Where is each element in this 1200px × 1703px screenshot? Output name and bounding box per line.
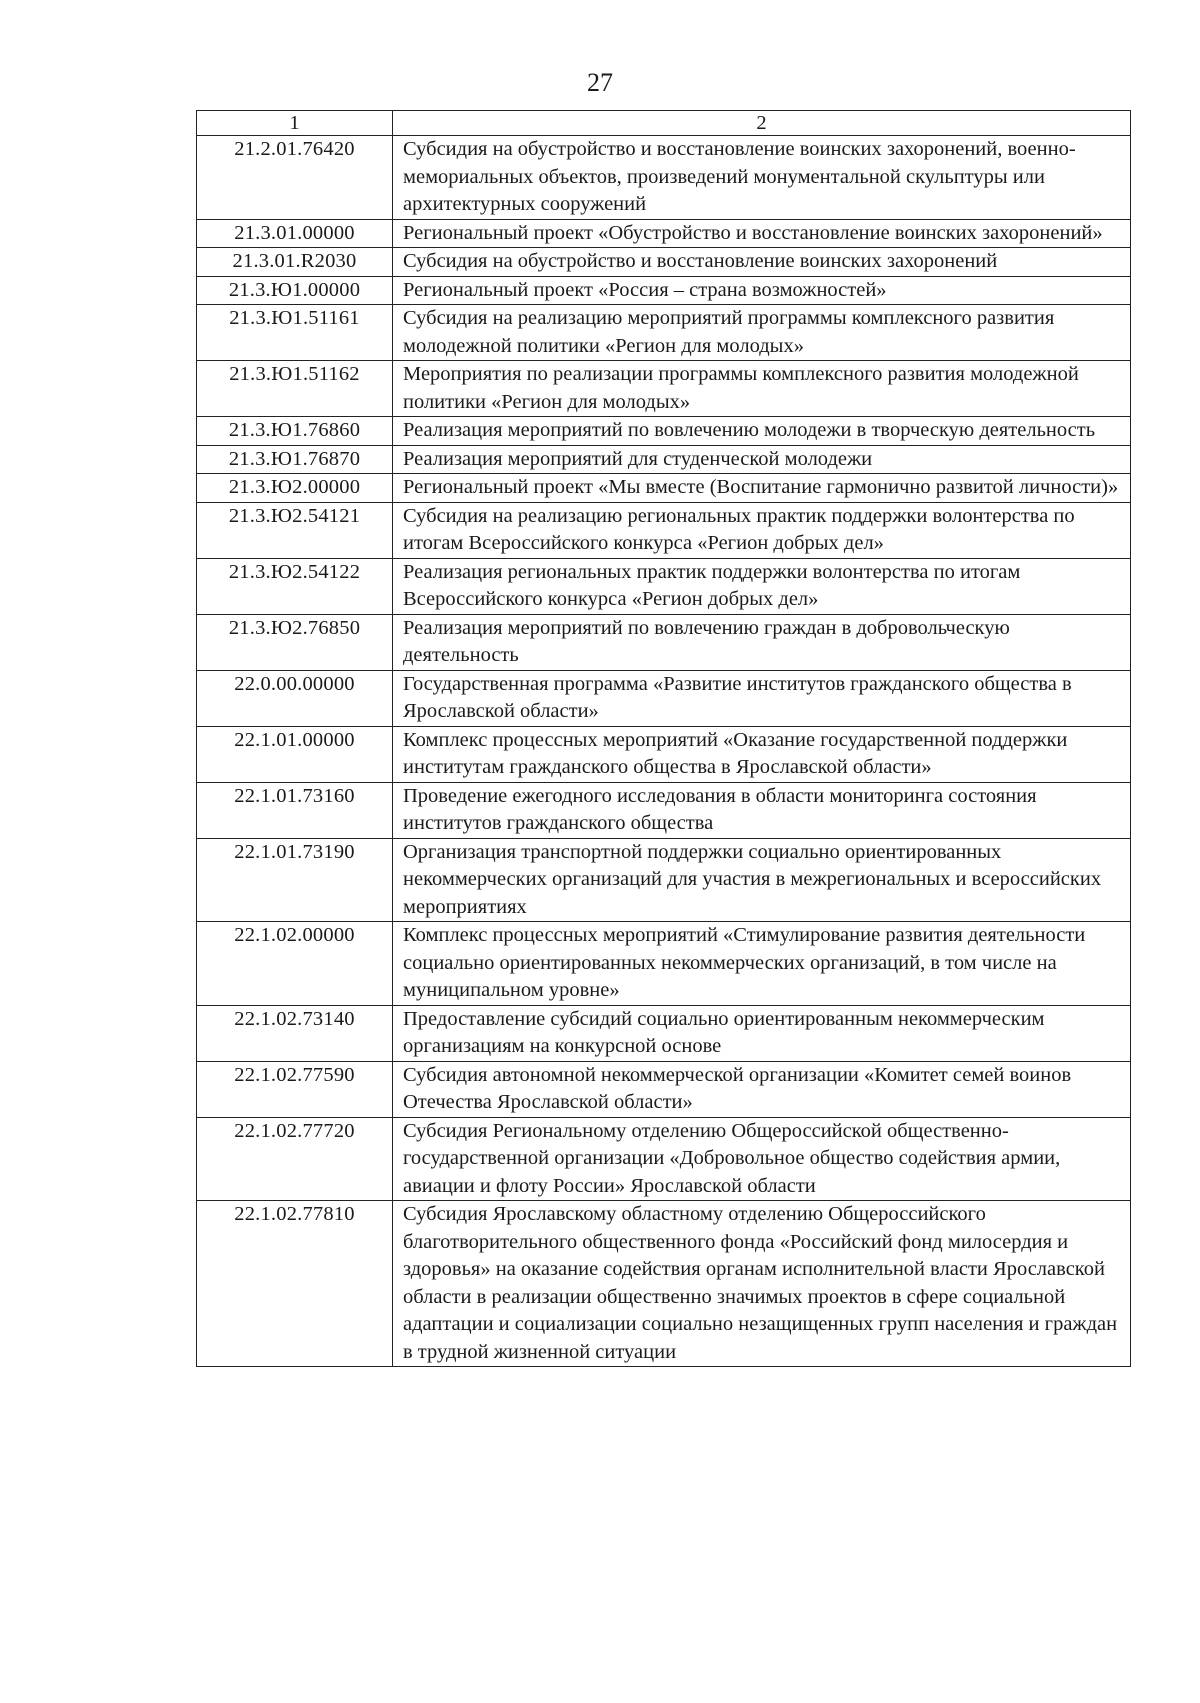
row-description: Субсидия Ярославскому областному отделению Общероссийского благотворительного общественного фонда «Российский фонд милосердия и здоровья» на оказание содействия органам исполнительной власти Ярославской области в реализации общественно значимых проектов в сфере социальной адаптации и социализации социально незащищенных групп населения и граждан в трудной жизненной ситуации [393, 1201, 1131, 1367]
table-row [197, 726, 1131, 782]
table-row [197, 305, 1131, 361]
table-row [197, 670, 1131, 726]
row-code: 21.3.Ю2.00000 [197, 474, 393, 503]
row-code: 22.1.02.77810 [197, 1201, 393, 1367]
table-row [197, 276, 1131, 305]
row-description: Комплекс процессных мероприятий «Оказание государственной поддержки институтам гражданского общества в Ярославской области» [393, 726, 1131, 782]
row-code: 22.1.02.73140 [197, 1005, 393, 1061]
row-code: 21.3.Ю2.76850 [197, 614, 393, 670]
row-code: 22.1.02.77720 [197, 1117, 393, 1201]
table-row [197, 614, 1131, 670]
row-description: Реализация региональных практик поддержки волонтерства по итогам Всероссийского конкурса «Регион добрых дел» [393, 558, 1131, 614]
row-description: Субсидия на обустройство и восстановление воинских захоронений [393, 248, 1131, 277]
row-code: 22.1.02.77590 [197, 1061, 393, 1117]
row-description: Субсидия автономной некоммерческой организации «Комитет семей воинов Отечества Ярославской области» [393, 1061, 1131, 1117]
table-row [197, 219, 1131, 248]
row-code: 22.1.01.00000 [197, 726, 393, 782]
row-code: 22.1.01.73160 [197, 782, 393, 838]
row-code: 21.3.01.R2030 [197, 248, 393, 277]
row-description: Субсидия на обустройство и восстановление воинских захоронений, военно-мемориальных объектов, произведений монументальной скульптуры или архитектурных сооружений [393, 136, 1131, 220]
row-description: Проведение ежегодного исследования в области мониторинга состояния институтов гражданского общества [393, 782, 1131, 838]
row-description: Региональный проект «Мы вместе (Воспитание гармонично развитой личности)» [393, 474, 1131, 503]
row-code: 22.0.00.00000 [197, 670, 393, 726]
row-code: 21.3.Ю1.76860 [197, 417, 393, 446]
row-description: Государственная программа «Развитие институтов гражданского общества в Ярославской области» [393, 670, 1131, 726]
table-row [197, 445, 1131, 474]
row-code: 21.3.Ю1.76870 [197, 445, 393, 474]
table-row [197, 922, 1131, 1006]
row-code: 21.3.Ю2.54122 [197, 558, 393, 614]
table-row [197, 1005, 1131, 1061]
row-description: Субсидия Региональному отделению Общероссийской общественно-государственной организации «Добровольное общество содействия армии, авиации и флоту России» Ярославской области [393, 1117, 1131, 1201]
table-row [197, 1201, 1131, 1367]
budget-classification-table [196, 110, 1131, 1367]
table-row [197, 782, 1131, 838]
row-description: Мероприятия по реализации программы комплексного развития молодежной политики «Регион для молодых» [393, 361, 1131, 417]
table-body [197, 136, 1131, 1367]
row-description: Комплекс процессных мероприятий «Стимулирование развития деятельности социально ориентированных некоммерческих организаций, в том числе на муниципальном уровне» [393, 922, 1131, 1006]
column-header-code: 1 [197, 111, 393, 136]
table-row [197, 838, 1131, 922]
table-row [197, 361, 1131, 417]
row-description: Предоставление субсидий социально ориентированным некоммерческим организациям на конкурсной основе [393, 1005, 1131, 1061]
table-header-row [197, 111, 1131, 136]
row-code: 21.2.01.76420 [197, 136, 393, 220]
table-row [197, 1061, 1131, 1117]
table-row [197, 502, 1131, 558]
page-number: 27 [587, 68, 613, 97]
table-row [197, 474, 1131, 503]
row-description: Субсидия на реализацию региональных практик поддержки волонтерства по итогам Всероссийского конкурса «Регион добрых дел» [393, 502, 1131, 558]
row-description: Реализация мероприятий для студенческой молодежи [393, 445, 1131, 474]
column-header-description: 2 [393, 111, 1131, 136]
row-description: Реализация мероприятий по вовлечению граждан в добровольческую деятельность [393, 614, 1131, 670]
row-code: 21.3.Ю1.51161 [197, 305, 393, 361]
table-row [197, 1117, 1131, 1201]
row-code: 22.1.02.00000 [197, 922, 393, 1006]
table-row [197, 558, 1131, 614]
row-description: Субсидия на реализацию мероприятий программы комплексного развития молодежной политики «Регион для молодых» [393, 305, 1131, 361]
row-code: 21.3.Ю1.51162 [197, 361, 393, 417]
table-row [197, 248, 1131, 277]
row-description: Региональный проект «Россия – страна возможностей» [393, 276, 1131, 305]
row-description: Организация транспортной поддержки социально ориентированных некоммерческих организаций для участия в межрегиональных и всероссийских мероприятиях [393, 838, 1131, 922]
row-description: Реализация мероприятий по вовлечению молодежи в творческую деятельность [393, 417, 1131, 446]
row-code: 21.3.01.00000 [197, 219, 393, 248]
row-code: 22.1.01.73190 [197, 838, 393, 922]
table-row [197, 136, 1131, 220]
row-description: Региональный проект «Обустройство и восстановление воинских захоронений» [393, 219, 1131, 248]
row-code: 21.3.Ю2.54121 [197, 502, 393, 558]
row-code: 21.3.Ю1.00000 [197, 276, 393, 305]
table-row [197, 417, 1131, 446]
